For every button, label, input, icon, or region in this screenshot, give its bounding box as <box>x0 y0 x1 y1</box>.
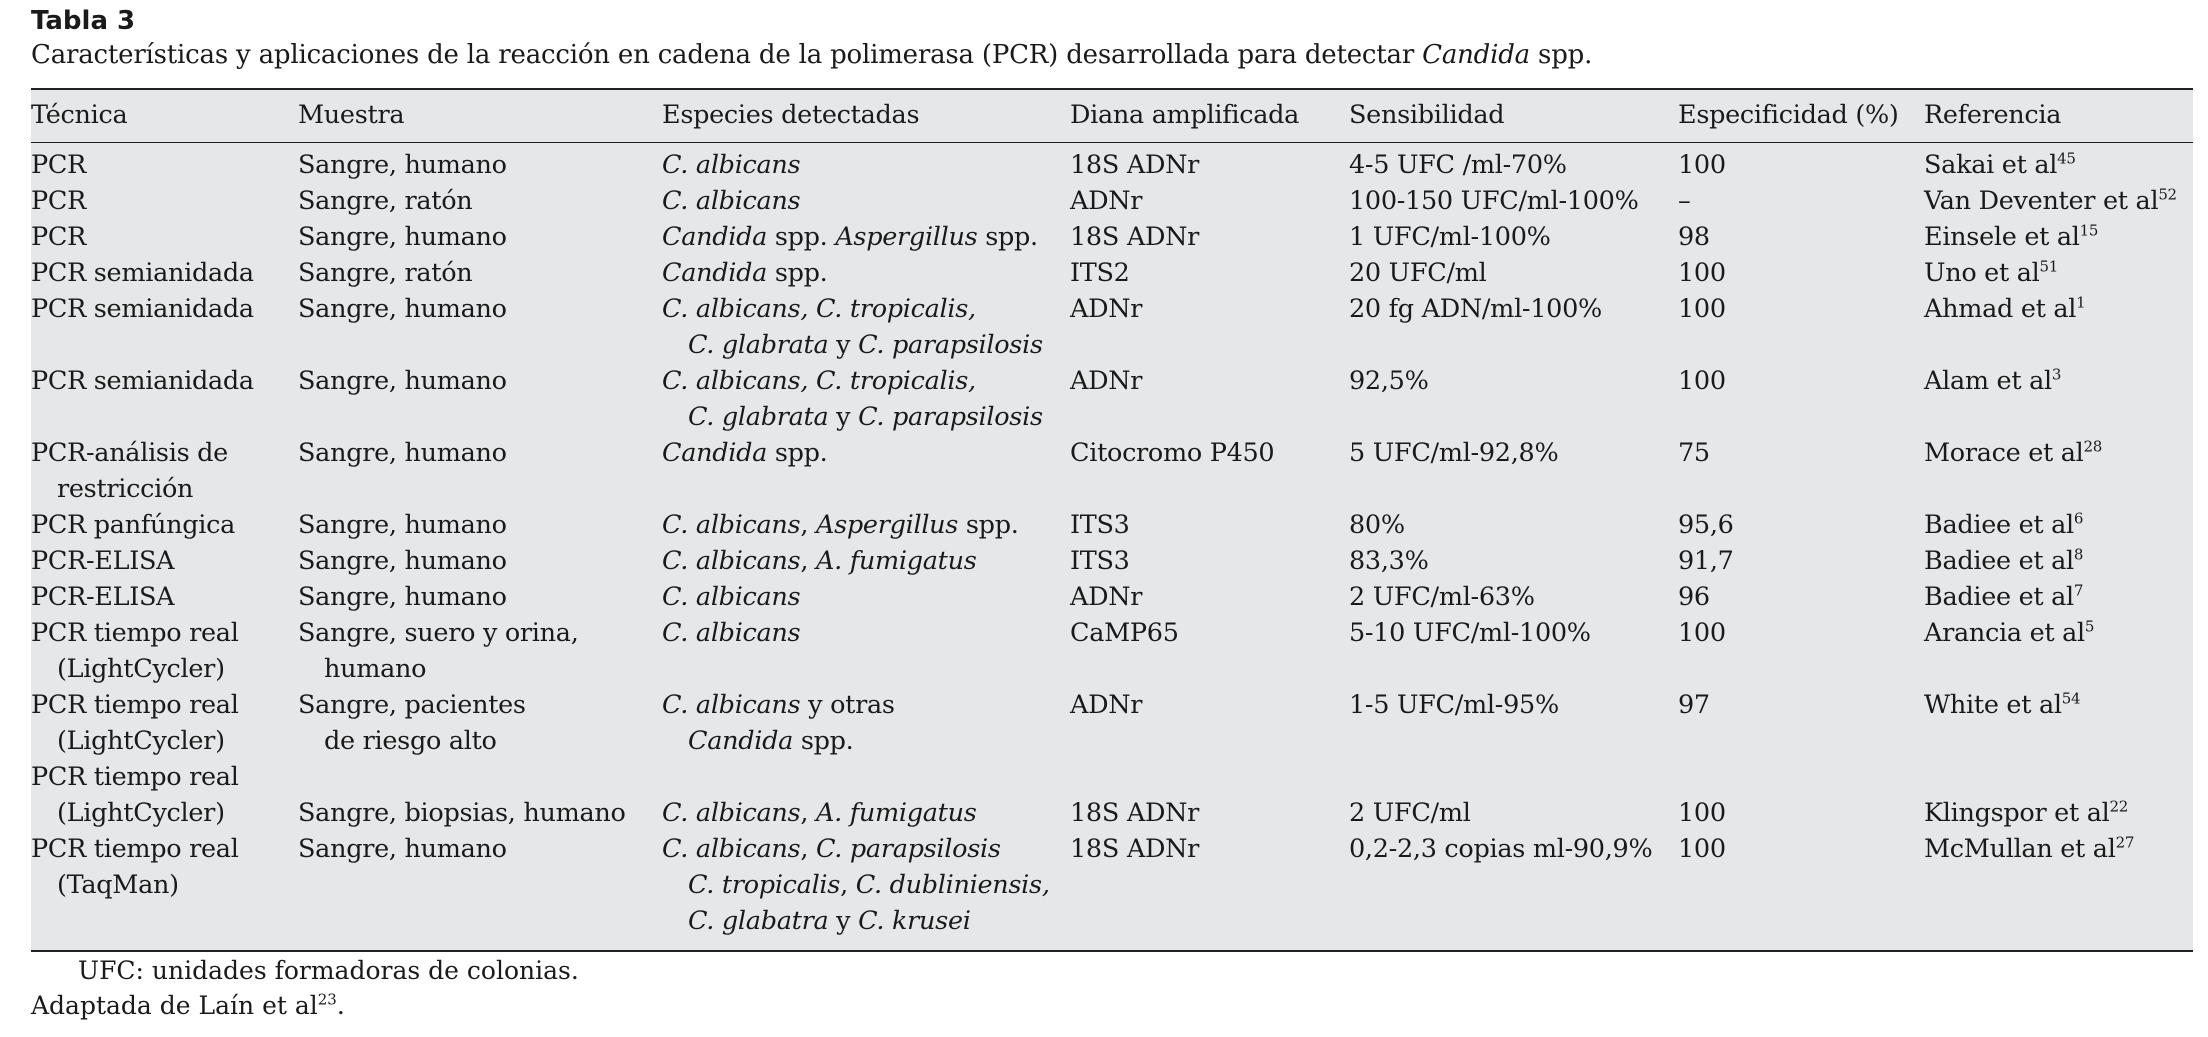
cell-muestra: Sangre, ratón <box>298 186 473 216</box>
cell-especies: C. albicans, C. tropicalis, <box>662 366 976 396</box>
cell-sens: 5-10 UFC/ml-100% <box>1349 618 1591 648</box>
col-header-muestra: Muestra <box>298 100 405 130</box>
cell-esp: 100 <box>1678 258 1726 288</box>
cell-sens: 2 UFC/ml <box>1349 798 1471 828</box>
cell-tecnica: restricción <box>57 474 194 504</box>
cell-sens: 83,3% <box>1349 546 1429 576</box>
footnote-adapted: Adaptada de Laín et $al^{23}$. <box>31 990 345 1020</box>
cell-diana: ADNr <box>1070 690 1143 720</box>
cell-especies: C. glabrata y C. parapsilosis <box>688 330 1043 360</box>
cell-sens: 20 fg ADN/ml-100% <box>1349 294 1602 324</box>
cell-especies: C. albicans, A. fumigatus <box>662 546 977 576</box>
cell-especies: Candida spp. <box>662 438 828 468</box>
footnote-ufc: UFC: unidades formadoras de colonias. <box>78 956 579 985</box>
cell-referencia: Klingspor et $al^{22}$ <box>1924 797 2128 828</box>
cell-referencia: Van Deventer et $al^{52}$ <box>1924 185 2177 216</box>
cell-especies: C. glabatra y C. krusei <box>688 906 971 936</box>
col-header-diana: Diana amplificada <box>1070 100 1300 130</box>
cell-tecnica: PCR tiempo real <box>31 834 239 864</box>
cell-muestra: Sangre, humano <box>298 438 507 468</box>
cell-tecnica: PCR-análisis de <box>31 438 228 468</box>
cell-esp: 96 <box>1678 582 1710 612</box>
cell-muestra: Sangre, humano <box>298 222 507 252</box>
cell-sens: 1 UFC/ml-100% <box>1349 222 1551 252</box>
cell-esp: 98 <box>1678 222 1710 252</box>
table-caption: Características y aplicaciones de la reacción en cadena de la polimerasa (PCR) desarrollada para detectar Candida spp. <box>31 40 1593 70</box>
cell-esp: 100 <box>1678 294 1726 324</box>
cell-esp: 100 <box>1678 366 1726 396</box>
cell-referencia: Morace et $al^{28}$ <box>1924 437 2103 468</box>
cell-especies: C. glabrata y C. parapsilosis <box>688 402 1043 432</box>
cell-tecnica: PCR semianidada <box>31 366 254 396</box>
cell-referencia: McMullan et $al^{27}$ <box>1924 833 2135 864</box>
cell-diana: 18S ADNr <box>1070 834 1199 864</box>
cell-referencia: Alam et $al^3$ <box>1924 365 2062 396</box>
cell-referencia: Arancia et $al^5$ <box>1924 617 2095 648</box>
cell-especies: Candida spp. <box>662 258 828 288</box>
cell-sens: 5 UFC/ml-92,8% <box>1349 438 1559 468</box>
col-header-referencia: Referencia <box>1924 100 2062 130</box>
cell-especies: C. albicans <box>662 618 801 648</box>
cell-especies: C. albicans, C. parapsilosis <box>662 834 1001 864</box>
cell-diana: Citocromo P450 <box>1070 438 1275 468</box>
cell-esp: 100 <box>1678 150 1726 180</box>
cell-tecnica: PCR-ELISA <box>31 546 175 576</box>
cell-sens: 80% <box>1349 510 1405 540</box>
cell-muestra: Sangre, ratón <box>298 258 473 288</box>
cell-sens: 92,5% <box>1349 366 1429 396</box>
cell-especies: Candida spp. <box>688 726 854 756</box>
cell-esp: 75 <box>1678 438 1710 468</box>
cell-muestra: de riesgo alto <box>324 726 497 756</box>
cell-referencia: Badiee et $al^6$ <box>1924 509 2084 540</box>
cell-tecnica: PCR semianidada <box>31 294 254 324</box>
cell-sens: 4-5 UFC /ml-70% <box>1349 150 1567 180</box>
cell-muestra: Sangre, humano <box>298 294 507 324</box>
cell-tecnica: PCR <box>31 150 86 180</box>
cell-tecnica: PCR-ELISA <box>31 582 175 612</box>
cell-esp: – <box>1678 186 1691 216</box>
cell-especies: C. albicans <box>662 186 801 216</box>
cell-muestra: Sangre, humano <box>298 510 507 540</box>
cell-diana: ITS2 <box>1070 258 1130 288</box>
cell-tecnica: PCR tiempo real <box>31 618 239 648</box>
cell-tecnica: (LightCycler) <box>57 726 225 756</box>
cell-esp: 95,6 <box>1678 510 1734 540</box>
cell-referencia: Ahmad et $al^1$ <box>1924 293 2086 324</box>
col-header-especies: Especies detectadas <box>662 100 920 130</box>
cell-tecnica: PCR panfúngica <box>31 510 235 540</box>
cell-tecnica: (TaqMan) <box>57 870 179 900</box>
cell-esp: 100 <box>1678 618 1726 648</box>
cell-muestra: Sangre, humano <box>298 366 507 396</box>
cell-muestra: Sangre, humano <box>298 834 507 864</box>
cell-sens: 20 UFC/ml <box>1349 258 1487 288</box>
col-header-tecnica: Técnica <box>31 100 128 130</box>
cell-diana: CaMP65 <box>1070 618 1179 648</box>
cell-muestra: Sangre, pacientes <box>298 690 526 720</box>
cell-esp: 97 <box>1678 690 1710 720</box>
cell-tecnica: PCR <box>31 186 86 216</box>
cell-especies: C. albicans <box>662 150 801 180</box>
cell-sens: 2 UFC/ml-63% <box>1349 582 1535 612</box>
cell-referencia: Sakai et $al^{45}$ <box>1924 149 2076 180</box>
cell-diana: 18S ADNr <box>1070 222 1199 252</box>
cell-diana: 18S ADNr <box>1070 798 1199 828</box>
cell-diana: ITS3 <box>1070 546 1130 576</box>
cell-sens: 0,2-2,3 copias ml-90,9% <box>1349 834 1653 864</box>
cell-diana: 18S ADNr <box>1070 150 1199 180</box>
cell-diana: ADNr <box>1070 186 1143 216</box>
table-title: Tabla 3 <box>31 6 136 36</box>
cell-sens: 1-5 UFC/ml-95% <box>1349 690 1559 720</box>
cell-diana: ADNr <box>1070 582 1143 612</box>
cell-especies: C. albicans <box>662 582 801 612</box>
cell-especies: C. albicans, A. fumigatus <box>662 798 977 828</box>
col-header-especificidad: Especificidad (%) <box>1678 100 1899 130</box>
cell-especies: C. albicans, Aspergillus spp. <box>662 510 1019 540</box>
cell-tecnica: (LightCycler) <box>57 798 225 828</box>
cell-esp: 100 <box>1678 834 1726 864</box>
cell-muestra: Sangre, humano <box>298 546 507 576</box>
cell-tecnica: PCR <box>31 222 86 252</box>
cell-especies: Candida spp. Aspergillus spp. <box>662 222 1038 252</box>
cell-tecnica: PCR tiempo real <box>31 690 239 720</box>
cell-especies: C. albicans, C. tropicalis, <box>662 294 976 324</box>
cell-referencia: Einsele et $al^{15}$ <box>1924 221 2099 252</box>
cell-muestra: humano <box>324 654 427 684</box>
cell-diana: ITS3 <box>1070 510 1130 540</box>
cell-muestra: Sangre, humano <box>298 150 507 180</box>
cell-referencia: Badiee et $al^8$ <box>1924 545 2084 576</box>
cell-referencia: Badiee et $al^7$ <box>1924 581 2084 612</box>
cell-referencia: White et $al^{54}$ <box>1924 689 2081 720</box>
cell-tecnica: (LightCycler) <box>57 654 225 684</box>
cell-diana: ADNr <box>1070 294 1143 324</box>
cell-especies: C. albicans y otras <box>662 690 895 720</box>
cell-muestra: Sangre, suero y orina, <box>298 618 579 648</box>
cell-tecnica: PCR semianidada <box>31 258 254 288</box>
cell-muestra: Sangre, biopsias, humano <box>298 798 626 828</box>
cell-sens: 100-150 UFC/ml-100% <box>1349 186 1639 216</box>
table-header <box>31 90 2193 143</box>
cell-diana: ADNr <box>1070 366 1143 396</box>
cell-especies: C. tropicalis, C. dubliniensis, <box>688 870 1050 900</box>
cell-muestra: Sangre, humano <box>298 582 507 612</box>
data-table <box>31 88 2193 952</box>
cell-tecnica: PCR tiempo real <box>31 762 239 792</box>
col-header-sensibilidad: Sensibilidad <box>1349 100 1505 130</box>
cell-referencia: Uno et $al^{51}$ <box>1924 257 2058 288</box>
cell-esp: 91,7 <box>1678 546 1734 576</box>
cell-esp: 100 <box>1678 798 1726 828</box>
